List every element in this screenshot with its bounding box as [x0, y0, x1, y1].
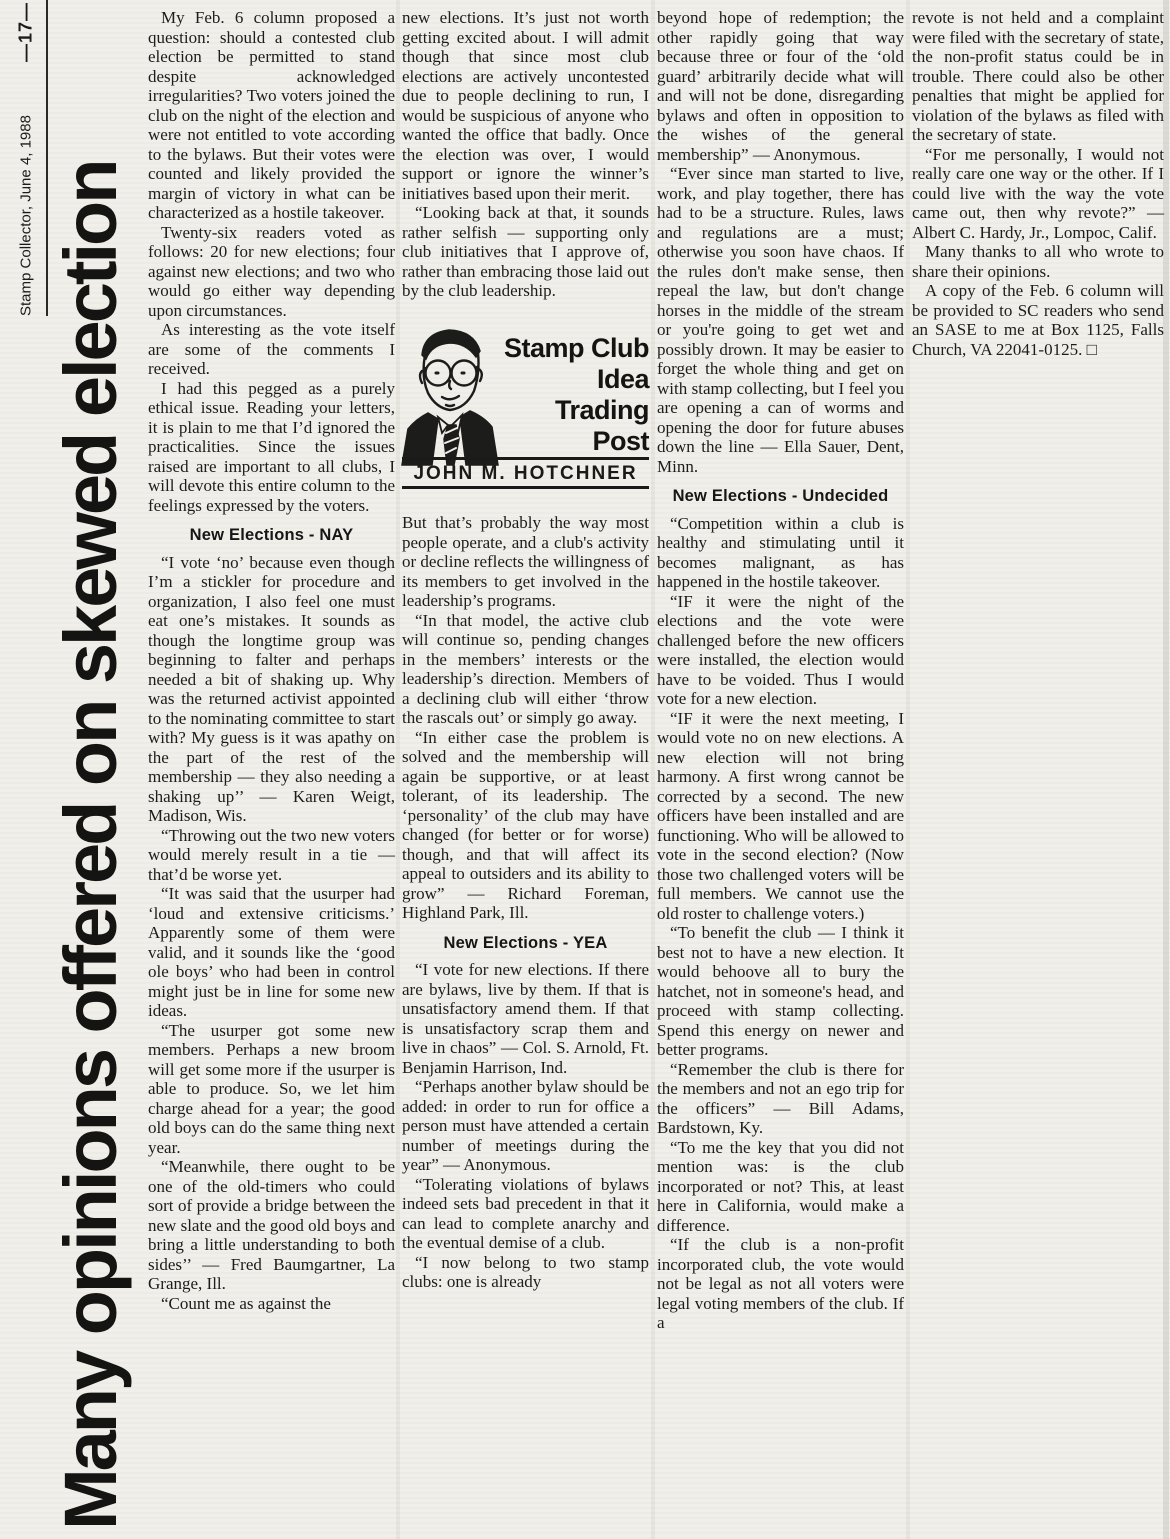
article-paragraph: “For me personally, I would not really care one way or the other. If I could live with the way the vote came out, then why revote?” — Albert C. Hardy, Jr., Lompoc, Calif. — [912, 144, 1164, 242]
article-paragraph: “IF it were the night of the elections and the vote were challenged before the new officers were installed, the election would have to be voided. Thus I would vote for a new election. — [657, 591, 904, 708]
article-paragraph: “I vote ‘no’ because even though I’m a stickler for procedure and organization, I also feel one must eat one’s mistakes. It sounds as though the longtime group was beginning to falter and perhaps needed a bit of shaking up. Why was the returned activist appointed to the nominating committee to start with? My guess is it was apathy on the part of the rest of the membership — they also needing a shaking up’’ — Karen Weigt, Madison, Wis. — [148, 552, 395, 825]
article-paragraph: “Competition within a club is healthy and stimulating until it becomes malignant, as has happened in the hostile takeover. — [657, 513, 904, 591]
logo-title-line: Trading — [554, 394, 649, 425]
article-paragraph: “Remember the club is there for the members and not an ego trip for the officers” — Bill Adams, Bardstown, Ky. — [657, 1059, 904, 1137]
section-heading-undecided: New Elections - Undecided — [672, 487, 889, 505]
article-paragraph: But that’s probably the way most people operate, and a club's activity or decline reflects the willingness of its members to get involved in the leadership’s programs. — [402, 513, 649, 610]
logo-title-line: Stamp Club — [503, 332, 649, 363]
article-paragraph: As interesting as the vote itself are some of the comments I received. — [148, 320, 395, 378]
logo-row — [402, 321, 649, 457]
article-paragraph: “Meanwhile, there ought to be one of the old-timers who could sort of provide a bridge between the new slate and the good old boys and bring a little understanding to both sides’’ — Fred Baumgartner, La Grange, Ill. — [148, 1157, 395, 1293]
article-paragraph: “If the club is a non-profit incorporated club, the vote would not be legal as not all voters were legal voting members of the club. If a — [657, 1235, 904, 1332]
article-column-1 — [148, 8, 395, 1313]
logo-rule-bottom — [402, 486, 649, 489]
page-number: —17— — [15, 2, 36, 63]
section-heading-yea: New Elections - YEA — [443, 933, 608, 952]
article-column-3 — [657, 8, 904, 1333]
scan-gutter-shadow — [906, 0, 910, 1539]
article-paragraph: “Count me as against the — [161, 1293, 331, 1313]
article-paragraph: “Ever since man started to live, work, and play together, there has had to be a structure. Rules, laws and regulations are a must; otherwise you soon have chaos. If the rules don't make sense, then repeal the law, but don't change horses in the middle of the stream or you're going to get wet and possibly drown. It may be easier to forget the whole thing and get on with stamp collecting, but I feel you are opening a can of worms and opening the door for future abuses down the line — Ella Sauer, Dent, Minn. — [657, 164, 904, 476]
article-paragraph: “Throwing out the two new voters would merely result in a tie — that’d be worse yet. — [148, 825, 395, 884]
article-paragraph: “IF it were the next meeting, I would vote no on new elections. A new election will not bring harmony. A first wrong cannot be corrected by a second. The new officers have been installed and are functioning. Who will be allowed to vote in the second election? (Now those two challenged voters will be full members. We cannot use the old roster to challenge voters.) — [657, 708, 904, 923]
article-paragraph: revote is not held and a complaint were filed with the secretary of state, the non-profit status could be in trouble. There could also be other penalties that might be applied for violation of the bylaws as filed with the secretary of state. — [912, 8, 1164, 144]
article-paragraph: “To benefit the club — I think it best not to have a new election. It would behoove all to bury the hatchet, not in someone's head, and proceed with stamp collecting. Spend this energy on newer and better programs. — [657, 923, 904, 1059]
article-paragraph: “In that model, the active club will continue so, pending changes in the members’ interests or the leadership’s direction. Members of a declining club will either ‘throw the rascals out’ or simply go away. — [402, 610, 649, 727]
article-paragraph: Twenty-six readers voted as follows: 20 for new elections; four against new elections; and two who would go either way depending upon circumstances. — [148, 222, 395, 320]
article-paragraph: “In either case the problem is solved and the membership will again be supportive, or at least tolerant, of its leadership. The ‘personality’ of the club may have changed (for better or for worse) though, and that will affect its appeal to outsiders and its ability to grow” — Richard Foreman, Highland Park, Ill. — [402, 727, 649, 922]
article-column-4 — [912, 8, 1164, 359]
article-paragraph: A copy of the Feb. 6 column will be provided to SC readers who send an SASE to me at Box 1125, Falls Church, VA 22041-0125. □ — [912, 281, 1164, 359]
article-headline: Many opinions offered on skewed election — [49, 161, 132, 1530]
edition-masthead — [8, 2, 44, 316]
article-paragraph: “To me the key that you did not mention was: is the club incorporated or not? This, at least here in California, would make a difference. — [657, 1137, 904, 1235]
article-paragraph: “Tolerating violations of bylaws indeed sets bad precedent in that it can lead to complete anarchy and the eventual demise of a club. — [402, 1174, 649, 1252]
logo-title — [500, 321, 649, 457]
article-paragraph: new elections. It’s just not worth getting excited about. I will admit though that since most club elections are actively uncontested due to people declining to run, I would be suspicious of anyone who wanted the office that badly. Once the election was over, I would support or ignore the winner’s initiatives based upon their merit. — [402, 8, 649, 203]
article-column-2 — [402, 8, 649, 1292]
logo-title-line: Post — [592, 425, 649, 456]
article-paragraph: I had this pegged as a purely ethical issue. Reading your letters, it is plain to me that I’d ignored the practicalities. Since the issues raised are important to all clubs, I will devote this entire column to the feelings expressed by the voters. — [148, 378, 395, 515]
logo-rule-top — [402, 457, 649, 460]
column-logo-block — [402, 321, 649, 490]
edition-line: Stamp Collector, June 4, 1988 — [17, 115, 35, 316]
article-paragraph: “I now belong to two stamp clubs: one is already — [402, 1252, 649, 1291]
article-paragraph: “Perhaps another bylaw should be added: in order to run for office a person must have attended a certain number of meetings during the year” — Anonymous. — [402, 1077, 649, 1174]
article-paragraph: Many thanks to all who wrote to share their opinions. — [912, 242, 1164, 281]
scan-gutter-shadow — [396, 0, 400, 1539]
article-paragraph: “The usurper got some new members. Perhaps a new broom will get some more if the usurper is able to produce. So, we let him charge ahead for a year; the good old boys can do the same thing next year. — [148, 1020, 395, 1157]
scan-gutter-shadow — [651, 0, 655, 1539]
article-paragraph: My Feb. 6 column proposed a question: should a contested club election be permitted to stand despite acknowledged irregularities? Two voters joined the club on the night of the election and were not entitled to vote according to the bylaws. But their votes were counted and likely provided the margin of victory in what can be characterized as a hostile takeover. — [148, 8, 395, 222]
columnist-byline: JOHN M. HOTCHNER — [413, 462, 638, 484]
logo-title-line: Idea — [596, 363, 649, 394]
article-paragraph: “I vote for new elections. If there are bylaws, live by them. If that is unsatisfactory amend them. If that is unsatisfactory scrap them and live in chaos” — Col. S. Arnold, Ft. Benjamin Harrison, Ind. — [402, 960, 649, 1077]
article-paragraph: “Looking back at that, it sounds rather selfish — supporting only club initiatives that I approve of, rather than embracing those laid out by the club leadership. — [402, 203, 649, 300]
section-heading-nay: New Elections - NAY — [189, 526, 354, 544]
article-paragraph: “It was said that the usurper had ‘loud and extensive criticisms.’ Apparently some of them were valid, and it sounds like the ‘good ole boys’ who had been in control might just be in line for some new ideas. — [148, 884, 395, 1020]
article-paragraph: beyond hope of redemption; the other rapidly going that way because three or four of the ‘old guard’ arbitrarily decide what will and will not be done, disregarding bylaws and often in opposition to the wishes of the general membership” — Anonymous. — [657, 8, 904, 164]
man-with-glasses-portrait-icon — [398, 321, 500, 467]
